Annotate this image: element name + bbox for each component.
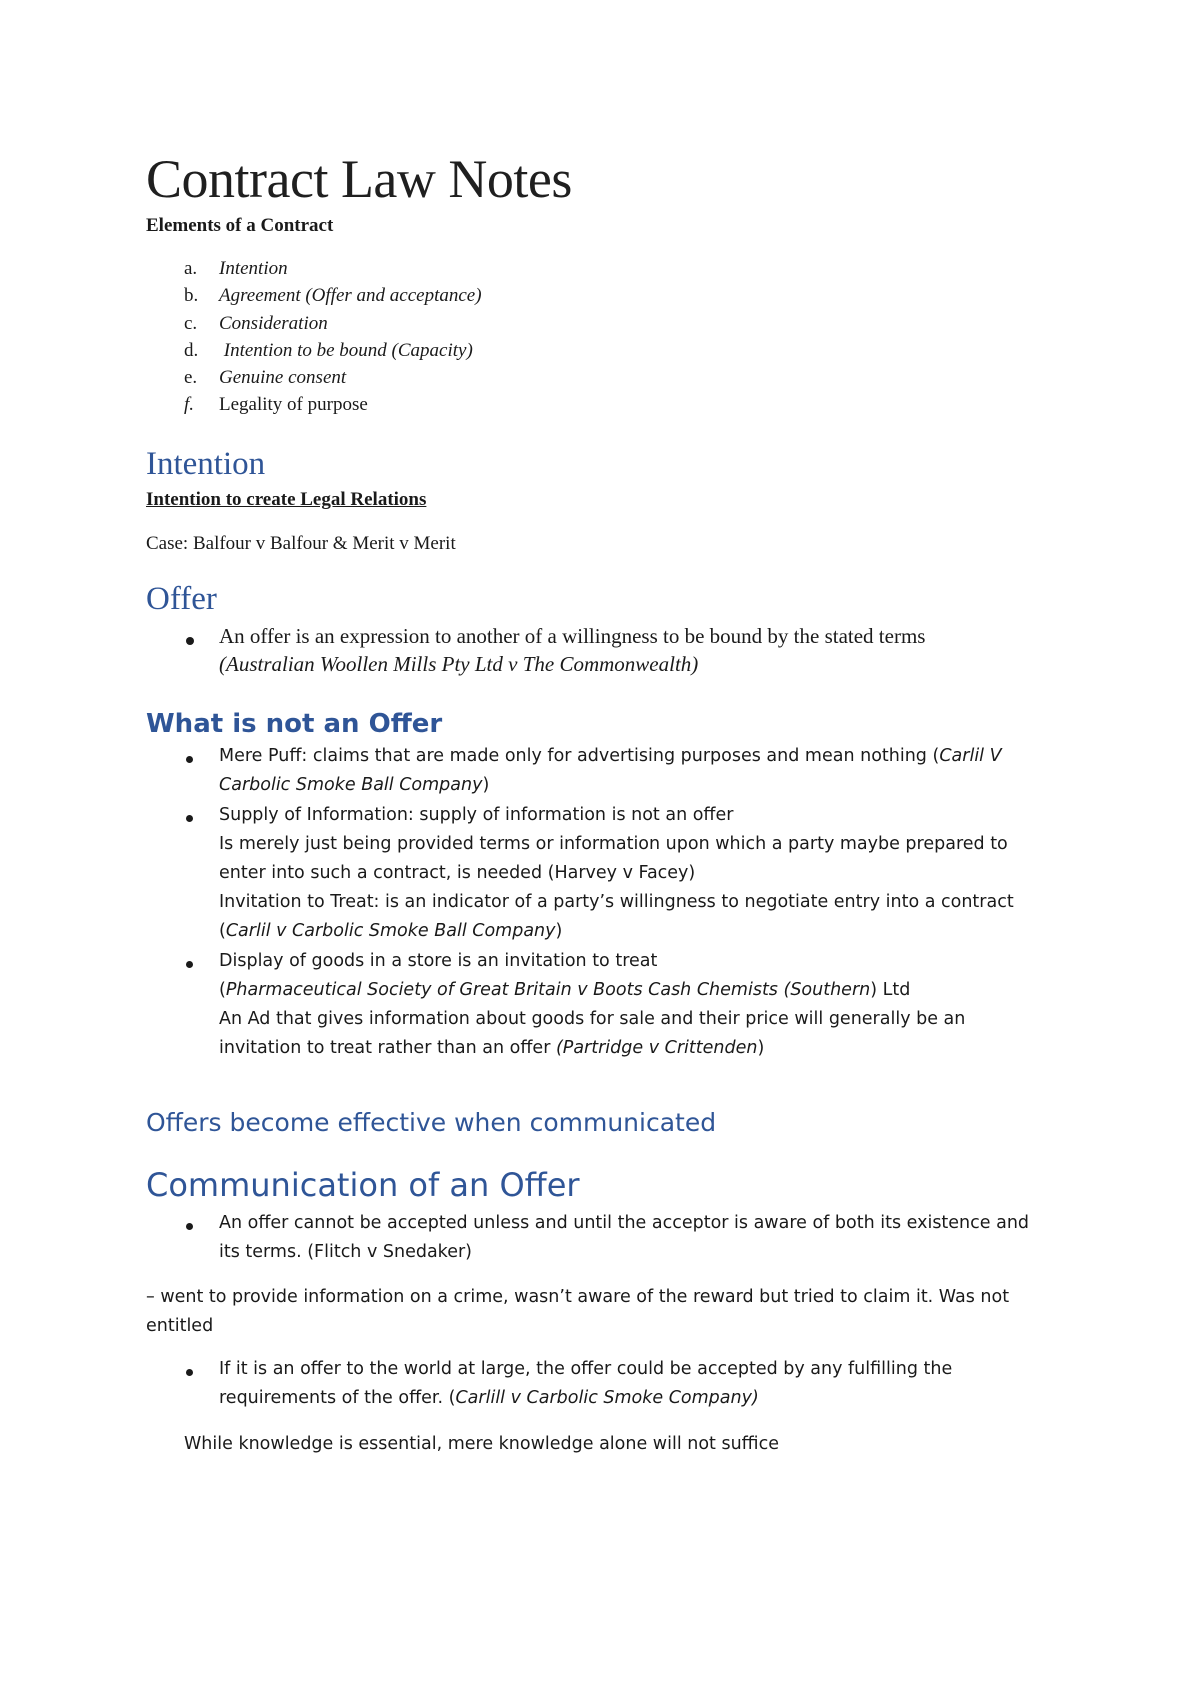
note-line: – went to provide information on a crime, wasn’t aware of the reward but tried to claim it. Was not (146, 1287, 1010, 1307)
invitation-treat-case: (Carlil v Carbolic Smoke Ball Company) (219, 921, 563, 941)
intention-heading: Intention (146, 446, 266, 482)
list-item: Intention to be bound (Capacity) (219, 340, 473, 361)
list-marker: e. (184, 367, 198, 388)
offer-definition: An offer is an expression to another of a willingness to be bound by the stated terms (219, 624, 926, 648)
world-offer-case: requirements of the offer. (Carlill v Carbolic Smoke Company) (219, 1388, 759, 1408)
display-goods-line: Display of goods in a store is an invitation to treat (219, 951, 658, 971)
supply-info-line: Supply of Information: supply of information is not an offer (219, 805, 734, 825)
communication-line: An offer cannot be accepted unless and until the acceptor is aware of both its existence and (219, 1213, 1030, 1233)
bullet-icon (186, 1369, 193, 1376)
page-title: Contract Law Notes (146, 149, 572, 209)
elements-heading: Elements of a Contract (146, 215, 334, 236)
communication-case: its terms. (Flitch v Snedaker) (219, 1242, 472, 1262)
bullet-icon (186, 637, 194, 645)
mere-puff-line: Mere Puff: claims that are made only for advertising purposes and mean nothing (Carlil V (219, 746, 1002, 766)
display-goods-case: (Pharmaceutical Society of Great Britain v Boots Cash Chemists (Southern) Ltd (219, 980, 911, 1000)
intention-case: Case: Balfour v Balfour & Merit v Merit (146, 533, 456, 554)
list-item: Consideration (219, 313, 328, 334)
note-line: entitled (146, 1316, 214, 1336)
list-item: Agreement (Offer and acceptance) (219, 285, 482, 306)
list-marker: b. (184, 285, 199, 306)
offer-case: (Australian Woollen Mills Pty Ltd v The Commonwealth) (219, 652, 699, 676)
list-marker: f. (184, 394, 195, 415)
bullet-icon (186, 756, 193, 763)
list-marker: c. (184, 313, 198, 334)
invitation-treat-line: Invitation to Treat: is an indicator of a party’s willingness to negotiate entry into a contract (219, 892, 1014, 912)
supply-info-line: Is merely just being provided terms or information upon which a party maybe prepared to (219, 834, 1008, 854)
list-item: Legality of purpose (219, 394, 368, 415)
bullet-icon (186, 815, 193, 822)
list-marker: a. (184, 258, 198, 279)
effective-heading: Offers become effective when communicated (146, 1108, 717, 1137)
list-marker: d. (184, 340, 199, 361)
communication-heading: Communication of an Offer (146, 1166, 580, 1204)
intention-subheading: Intention to create Legal Relations (146, 489, 427, 510)
list-item: Intention (219, 258, 288, 279)
ad-case: invitation to treat rather than an offer (Partridge v Crittenden) (219, 1038, 765, 1058)
bullet-icon (186, 961, 193, 968)
world-offer-line: If it is an offer to the world at large, the offer could be accepted by any fulfilling the (219, 1359, 953, 1379)
supply-info-line: enter into such a contract, is needed (Harvey v Facey) (219, 863, 696, 883)
closing-line: While knowledge is essential, mere knowledge alone will not suffice (184, 1434, 779, 1454)
not-offer-heading: What is not an Offer (146, 709, 443, 739)
ad-line: An Ad that gives information about goods for sale and their price will generally be an (219, 1009, 966, 1029)
mere-puff-case: Carbolic Smoke Ball Company) (219, 775, 490, 795)
list-item: Genuine consent (219, 367, 347, 388)
bullet-icon (186, 1223, 193, 1230)
offer-heading: Offer (146, 581, 217, 617)
